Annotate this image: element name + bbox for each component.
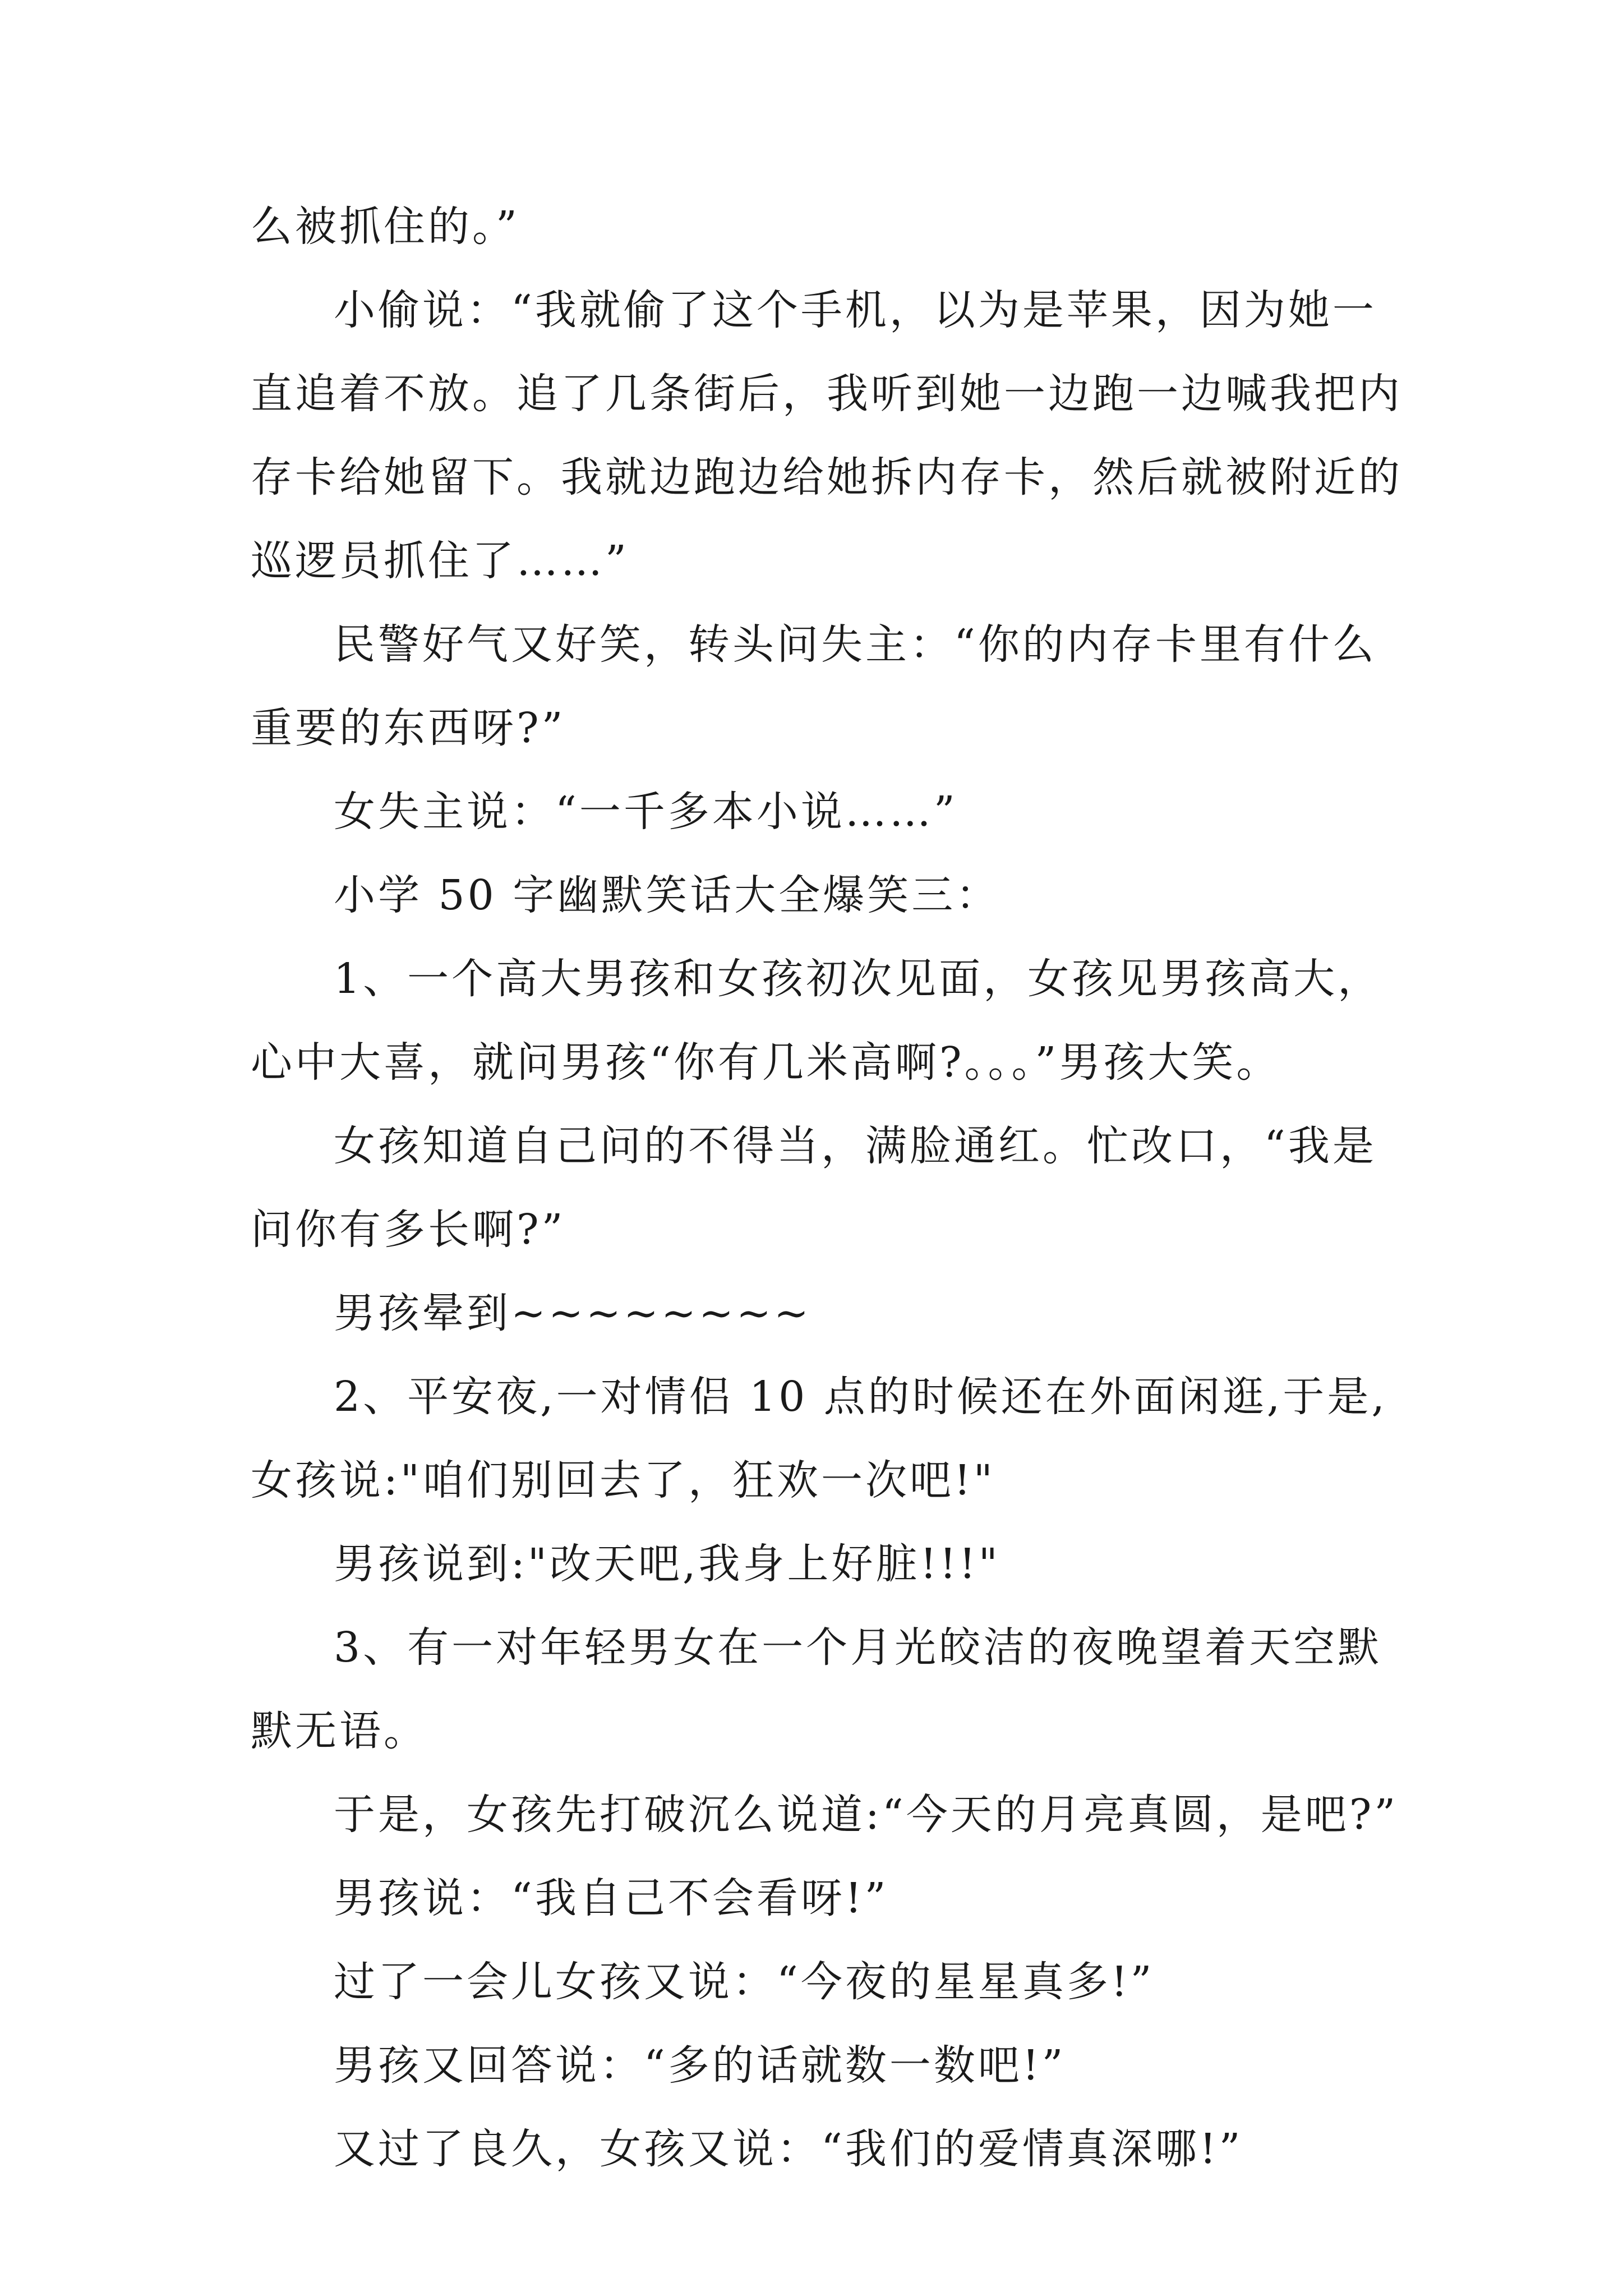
text-line: 么被抓住的。” [251, 203, 520, 251]
paragraph [251, 185, 1384, 269]
paragraph [251, 2024, 1384, 2108]
text-line: 3、有一对年轻男女在一个月光皎洁的夜晚望着天空默 [334, 1623, 1382, 1672]
text-line: 民警好气又好笑，转头问失主：“你的内存卡里有什么 [334, 620, 1377, 669]
text-line: 男孩又回答说：“多的话就数一数吧!” [334, 2041, 1066, 2090]
text-line: 女孩知道自己问的不得当，满脸通红。忙改口，“我是 [334, 1122, 1377, 1170]
document-body [251, 185, 1403, 2191]
text-line: 于是，女孩先打破沉么说道:“今天的月亮真圆，是吧?” [334, 1791, 1399, 1839]
text-line: 直追着不放。追了几条街后，我听到她一边跑一边喊我把内 [251, 370, 1403, 418]
paragraph [251, 1773, 1399, 1857]
text-line: 女失主说：“一千多本小说……” [334, 788, 958, 836]
text-line: 问你有多长啊?” [251, 1205, 566, 1254]
paragraph [251, 1606, 1384, 1773]
text-line: 巡逻员抓住了……” [251, 537, 629, 585]
paragraph [251, 1272, 1384, 1355]
paragraph [251, 1522, 1384, 1606]
text-line: 男孩说：“我自己不会看呀!” [334, 1874, 889, 1922]
paragraph [251, 937, 1384, 1105]
paragraph [251, 1355, 1387, 1522]
paragraph [251, 1857, 1384, 1940]
text-line: 存卡给她留下。我就边跑边给她拆内存卡，然后就被附近的 [251, 453, 1403, 501]
text-line: 重要的东西呀?” [251, 704, 566, 752]
text-line: 小偷说：“我就偷了这个手机，以为是苹果，因为她一 [334, 286, 1377, 334]
paragraph [251, 770, 1384, 854]
text-line: 默无语。 [251, 1707, 428, 1755]
paragraph [251, 854, 1384, 937]
paragraph [251, 2108, 1384, 2191]
text-line: 2、平安夜,一对情侣 10 点的时候还在外面闲逛,于是, [334, 1373, 1387, 1421]
paragraph [251, 269, 1403, 603]
text-line: 男孩说到:"改天吧,我身上好脏!!!" [334, 1540, 1000, 1588]
paragraph [251, 603, 1384, 770]
paragraph [251, 1105, 1384, 1272]
text-line: 女孩说:"咱们别回去了，狂欢一次吧!" [251, 1456, 995, 1504]
text-line: 小学 50 字幽默笑话大全爆笑三： [334, 871, 1000, 919]
text-line: 又过了良久，女孩又说：“我们的爱情真深哪!” [334, 2125, 1243, 2173]
text-line: 1、一个高大男孩和女孩初次见面，女孩见男孩高大， [334, 955, 1382, 1003]
text-line: 心中大喜，就问男孩“你有几米高啊?。。。”男孩大笑。 [251, 1038, 1281, 1087]
paragraph [251, 1940, 1384, 2024]
text-line: 过了一会儿女孩又说：“今夜的星星真多!” [334, 1958, 1155, 2006]
text-line: 男孩晕到~~~~~~~~ [334, 1289, 812, 1337]
